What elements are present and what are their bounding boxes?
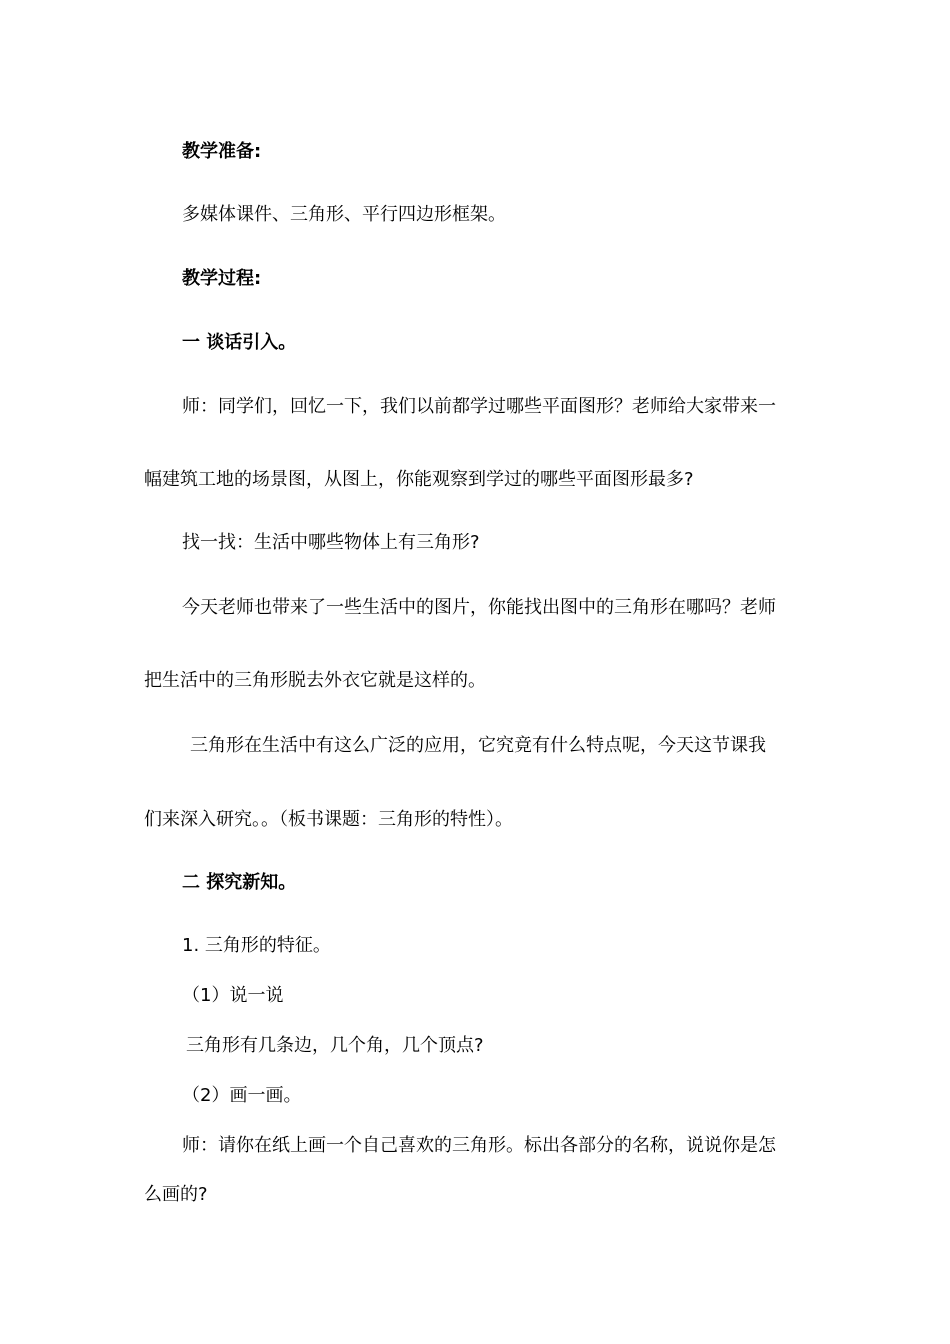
paragraph-4-line-1: 三角形在生活中有这么广泛的应用，它究竟有什么特点呢，今天这节课我 (190, 735, 766, 756)
subsection-1-item-2: （2）画一画。 (182, 1085, 302, 1106)
subsection-1-item-1-question: 三角形有几条边，几个角，几个顶点? (186, 1035, 484, 1056)
paragraph-3-line-2: 把生活中的三角形脱去外衣它就是这样的。 (144, 670, 486, 691)
paragraph-4-line-2: 们来深入研究。。（板书课题：三角形的特性）。 (144, 809, 513, 830)
subsection-1-title: 1. 三角形的特征。 (182, 935, 331, 956)
teaching-process-heading: 教学过程: (182, 268, 262, 289)
subsection-1-item-1: （1）说一说 (182, 985, 284, 1006)
section-1-heading: 一 谈话引入。 (182, 332, 297, 353)
teaching-prep-materials: 多媒体课件、三角形、平行四边形框架。 (182, 204, 506, 225)
paragraph-1-line-2: 幅建筑工地的场景图，从图上，你能观察到学过的哪些平面图形最多? (144, 469, 694, 490)
paragraph-2: 找一找：生活中哪些物体上有三角形? (182, 532, 480, 553)
paragraph-5-line-2: 么画的? (144, 1184, 208, 1205)
section-2-heading: 二 探究新知。 (182, 872, 297, 893)
paragraph-3-line-1: 今天老师也带来了一些生活中的图片，你能找出图中的三角形在哪吗？老师 (182, 597, 776, 618)
paragraph-5-line-1: 师：请你在纸上画一个自己喜欢的三角形。标出各部分的名称，说说你是怎 (182, 1135, 776, 1156)
paragraph-1-line-1: 师：同学们，回忆一下，我们以前都学过哪些平面图形？老师给大家带来一 (182, 396, 776, 417)
teaching-prep-heading: 教学准备: (182, 141, 262, 162)
